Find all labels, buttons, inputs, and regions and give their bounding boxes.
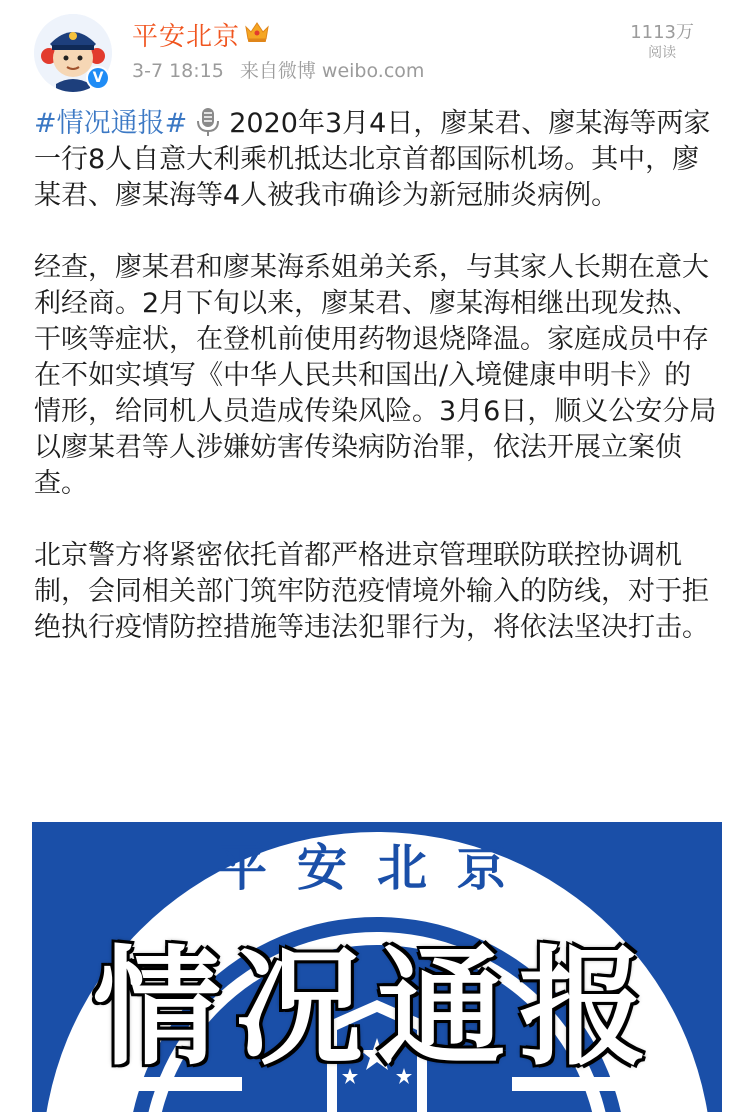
notice-image[interactable] [32, 822, 722, 1112]
post-source[interactable]: 来自微博 weibo.com [239, 60, 425, 82]
post-meta [132, 56, 434, 83]
paragraph-1-text: 2020年3月4日，廖某君、廖某海等两家一行8人自意大利乘机抵达北京首都国际机场。其中，廖某君、廖某海等4人被我市确诊为新冠肺炎病例。 [34, 108, 711, 211]
post-header [0, 0, 736, 100]
seal-text: 平安北京 [217, 838, 537, 897]
crown-icon[interactable] [244, 19, 270, 43]
paragraph-3: 北京警方将紧密依托首都严格进京管理联防联控协调机制，会同相关部门筑牢防范疫情境外输入的防线，对于拒绝执行疫情防控措施等违法犯罪行为，将依法坚决打击。 [34, 540, 709, 643]
username[interactable]: 平安北京 [132, 22, 241, 52]
read-count [630, 22, 694, 62]
post-body [34, 106, 718, 682]
read-count-label: 阅读 [648, 45, 677, 61]
post-time: 3-7 18:15 [132, 60, 224, 82]
verified-badge-icon: V [86, 66, 110, 90]
read-count-number: 1113万 [630, 22, 694, 43]
microphone-icon [195, 107, 221, 137]
notice-headline: 情况通报 [92, 934, 661, 1083]
hashtag-link[interactable]: #情况通报# [34, 108, 188, 139]
paragraph-2: 经查，廖某君和廖某海系姐弟关系，与其家人长期在意大利经商。2月下旬以来，廖某君、廖某海相继出现发热、干咳等症状，在登机前使用药物退烧降温。家庭成员中存在不如实填写《中华人民共和国出/入境健康申明卡》的情形，给同机人员造成传染风险。3月6日，顺义公安分局以廖某君等人涉嫌妨害传染病防治罪，依法开展立案侦查。 [34, 252, 717, 499]
paragraph-1 [34, 106, 718, 214]
